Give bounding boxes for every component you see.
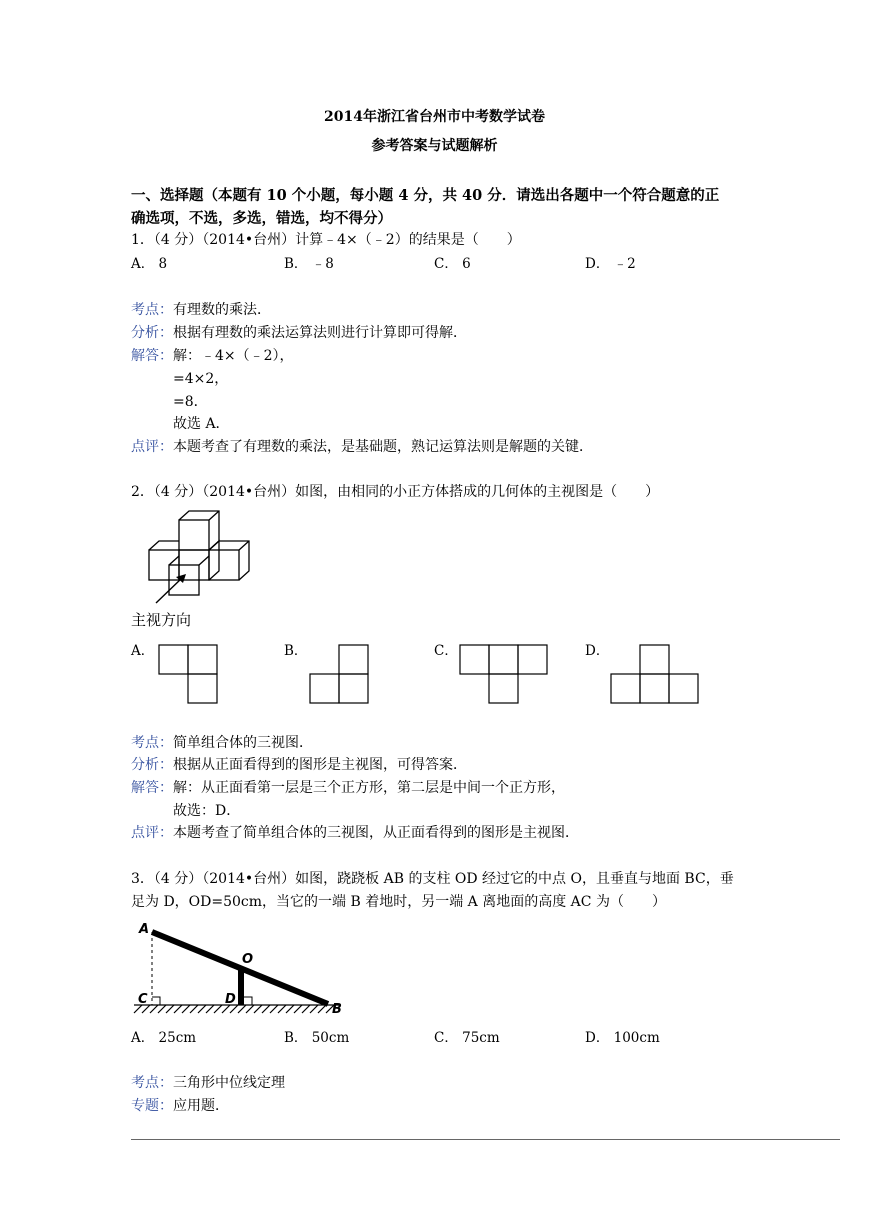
right-angle-d — [244, 997, 252, 1005]
q1-option-b: B． ﹣8 — [284, 256, 334, 272]
q3-kaodian-text: 三角形中位线定理 — [173, 1075, 285, 1091]
q1-jieda-line4: 故选 A． — [173, 416, 230, 432]
q2-view-label: 主视方向 — [131, 611, 192, 629]
q1-kaodian — [131, 303, 271, 317]
q1-option-d: D． ﹣2 — [585, 256, 636, 272]
fenxi-label: 分析： — [131, 325, 173, 341]
q1-jieda-line3: =8． — [173, 394, 208, 410]
jieda-label: 解答： — [131, 348, 173, 364]
right-angle-c — [152, 997, 160, 1005]
fenxi-label: 分析： — [131, 757, 173, 773]
q2-kaodian — [131, 736, 313, 750]
q1-kaodian-text: 有理数的乘法． — [173, 302, 271, 318]
ground-hatching — [134, 1005, 340, 1013]
q1-stem: 1．（4 分）（2014•台州）计算﹣4×（﹣2）的结果是（ ） — [131, 232, 521, 248]
q3-zhuanti — [131, 1099, 229, 1113]
q3-seesaw-figure — [130, 918, 350, 1018]
q1-dianping-text: 本题考查了有理数的乘法，是基础题，熟记运算法则是解题的关键． — [173, 439, 593, 455]
q2-jieda-line2: 故选：D． — [173, 803, 241, 819]
q2-fenxi-text: 根据从正面看得到的图形是主视图，可得答案． — [173, 757, 467, 773]
q3-option-a: A． 25cm — [131, 1030, 197, 1046]
dianping-label: 点评： — [131, 439, 173, 455]
zhuanti-label: 专题： — [131, 1098, 173, 1114]
q1-dianping — [131, 440, 593, 454]
q3-kaodian — [131, 1076, 285, 1090]
q1-jieda-line1: 解：﹣4×（﹣2）， — [173, 348, 294, 364]
q2-option-b-figure — [310, 645, 370, 705]
q3-stem-line2: 足为 D，OD=50cm，当它的一端 B 着地时，另一端 A 离地面的高度 AC 为（ ） — [131, 894, 666, 910]
q2-option-c: C． — [434, 643, 458, 659]
q2-option-b: B． — [284, 643, 308, 659]
q2-jieda — [131, 781, 565, 795]
q1-fenxi-text: 根据有理数的乘法运算法则进行计算即可得解． — [173, 325, 467, 341]
footer-divider — [131, 1139, 840, 1140]
label-d: D — [225, 992, 236, 1007]
dianping-label: 点评： — [131, 825, 173, 841]
q1-jieda-line2: =4×2， — [173, 371, 229, 387]
q3-option-c: C． 75cm — [434, 1030, 500, 1046]
q2-stem: 2．（4 分）（2014•台州）如图，由相同的小正方体搭成的几何体的主视图是（ ） — [131, 484, 660, 500]
page-subtitle: 参考答案与试题解析 — [371, 138, 498, 154]
q2-cubes-figure — [130, 508, 260, 608]
q1-option-c: C． 6 — [434, 256, 471, 272]
q2-option-c-figure — [460, 645, 550, 705]
q3-option-d: D． 100cm — [585, 1030, 660, 1046]
q2-option-d-figure — [611, 645, 701, 705]
section-heading-line2: 确选项，不选，多选，错选，均不得分） — [131, 210, 392, 227]
kaodian-label: 考点： — [131, 302, 173, 318]
q2-kaodian-text: 简单组合体的三视图． — [173, 735, 313, 751]
label-o: O — [242, 952, 254, 967]
q2-option-a: A． — [131, 643, 155, 659]
q3-option-b: B． 50cm — [284, 1030, 350, 1046]
q1-fenxi — [131, 326, 467, 340]
label-c: C — [138, 992, 148, 1007]
q2-jieda-line1: 解：从正面看第一层是三个正方形，第二层是中间一个正方形， — [173, 780, 565, 796]
page-title: 2014年浙江省台州市中考数学试卷 — [324, 109, 545, 125]
q1-jieda — [131, 349, 294, 363]
kaodian-label: 考点： — [131, 735, 173, 751]
q2-dianping — [131, 826, 579, 840]
q3-stem-line1: 3．（4 分）（2014•台州）如图，跷跷板 AB 的支柱 OD 经过它的中点 O，且垂直与地面 BC，垂 — [131, 871, 734, 887]
q2-fenxi — [131, 758, 467, 772]
q2-option-d: D． — [585, 643, 610, 659]
kaodian-label: 考点： — [131, 1075, 173, 1091]
label-a: A — [139, 922, 150, 937]
jieda-label: 解答： — [131, 780, 173, 796]
q2-option-a-figure — [159, 645, 219, 705]
label-b: B — [332, 1002, 342, 1017]
q2-dianping-text: 本题考查了简单组合体的三视图，从正面看得到的图形是主视图． — [173, 825, 579, 841]
section-heading-line1: 一、选择题（本题有 10 个小题，每小题 4 分，共 40 分．请选出各题中一个符合题意的正 — [131, 187, 720, 204]
q3-zhuanti-text: 应用题． — [173, 1098, 229, 1114]
q1-option-a: A． 8 — [131, 256, 168, 272]
